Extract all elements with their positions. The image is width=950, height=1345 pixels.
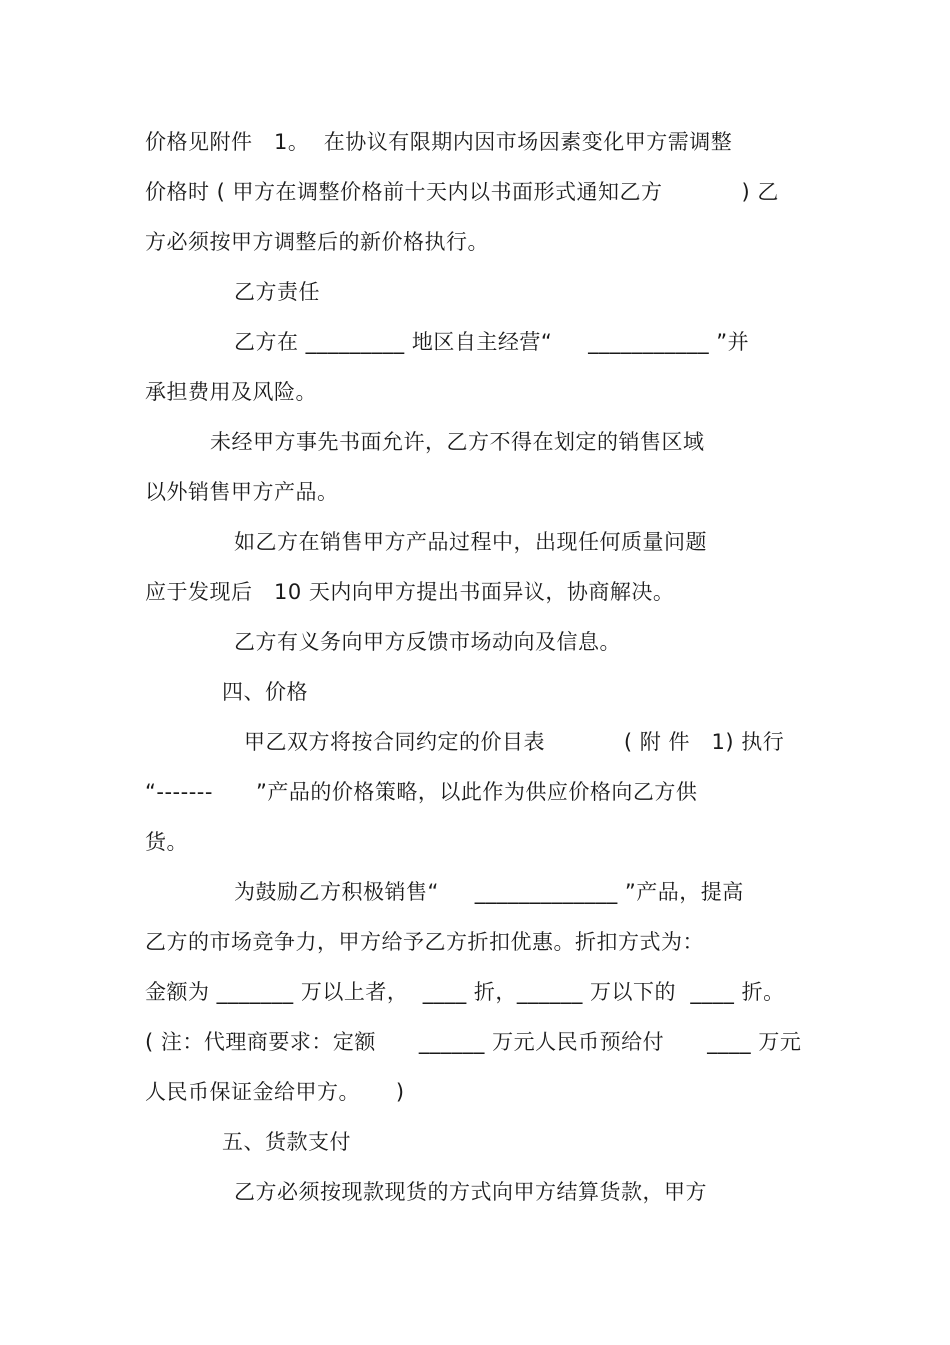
text-line: ( 注：代理商要求：定额 ______ 万元人民币预给付 ____ 万元: [145, 1030, 802, 1054]
text-line: 价格见附件 1。 在协议有限期内因市场因素变化甲方需调整: [145, 130, 733, 154]
text-line: 乙方必须按现款现货的方式向甲方结算货款，甲方: [234, 1180, 707, 1204]
text-line: 为鼓励乙方积极销售“ _____________ ”产品，提高: [234, 880, 744, 904]
text-line: 应于发现后 10 天内向甲方提出书面异议，协商解决。: [145, 580, 675, 604]
text-line: 方必须按甲方调整后的新价格执行。: [145, 230, 489, 254]
text-line: 乙方的市场竞争力，甲方给予乙方折扣优惠。折扣方式为：: [145, 930, 704, 954]
text-line: 乙方有义务向甲方反馈市场动向及信息。: [234, 630, 621, 654]
text-line: 人民币保证金给甲方。 ): [145, 1080, 405, 1104]
text-line: 甲乙双方将按合同约定的价目表 ( 附 件 1) 执行: [244, 730, 785, 754]
text-line: 以外销售甲方产品。: [145, 480, 339, 504]
text-line: 乙方在 _________ 地区自主经营“ ___________ ”并: [234, 330, 750, 354]
section-heading: 四、价格: [222, 680, 308, 704]
section-heading: 乙方责任: [234, 280, 320, 304]
text-line: 货。: [145, 830, 188, 854]
text-line: 未经甲方事先书面允许，乙方不得在划定的销售区域: [210, 430, 705, 454]
section-heading: 五、货款支付: [222, 1130, 351, 1154]
text-line: 价格时 ( 甲方在调整价格前十天内以书面形式通知乙方 ) 乙: [145, 180, 779, 204]
text-line: 承担费用及风险。: [145, 380, 317, 404]
text-line: “------- ”产品的价格策略，以此作为供应价格向乙方供: [145, 780, 698, 804]
text-line: 金额为 _______ 万以上者， ____ 折，______ 万以下的 ____ 折。: [145, 980, 785, 1004]
text-line: 如乙方在销售甲方产品过程中，出现任何质量问题: [234, 530, 707, 554]
